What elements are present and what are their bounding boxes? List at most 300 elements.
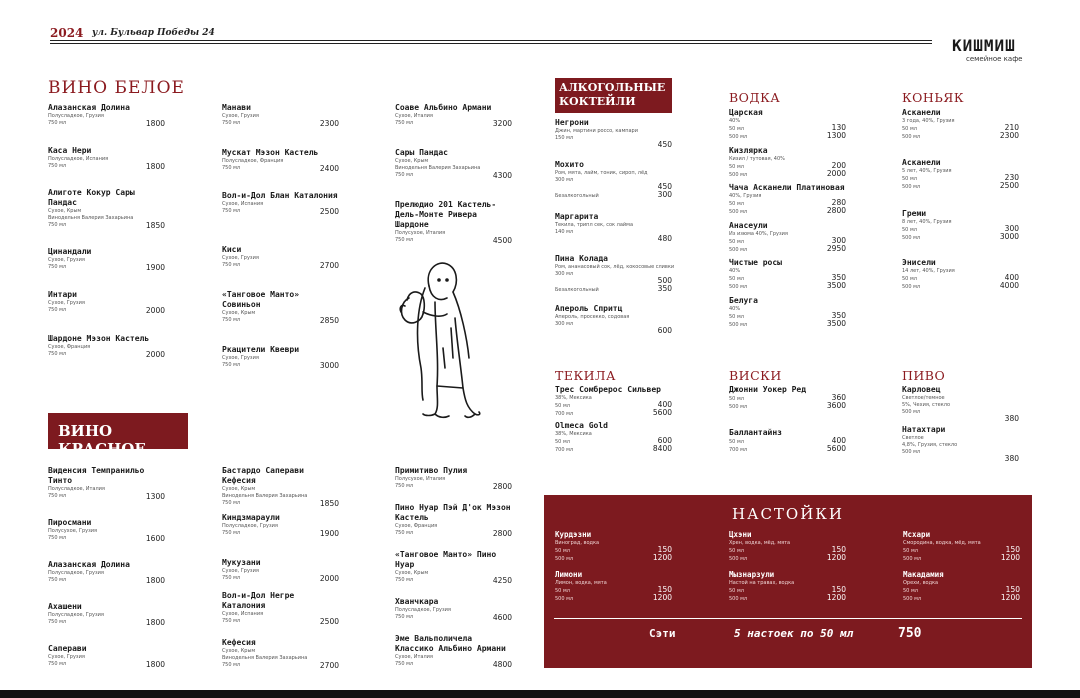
wine-price: 1800 bbox=[145, 162, 165, 171]
wine-description: Полусладкое, Испания bbox=[48, 156, 109, 162]
wine-name: Кефесия bbox=[222, 638, 256, 647]
drink-name: Чистые росы bbox=[729, 258, 782, 267]
drink-price: 400 bbox=[657, 400, 672, 409]
drink-price: 230 bbox=[1004, 173, 1019, 182]
drink-description: 40%, Грузия bbox=[729, 193, 762, 199]
wine-description: 750 мл bbox=[395, 530, 414, 536]
drink-volume: 50 мл bbox=[729, 439, 744, 445]
drink-name: Мохито bbox=[555, 160, 584, 169]
drink-price-row bbox=[555, 192, 672, 200]
set-description: 5 настоек по 50 мл bbox=[734, 627, 854, 640]
wine-name: Алазанская Долина bbox=[48, 560, 130, 569]
drink-name: Пина Колада bbox=[555, 254, 608, 263]
white-wine-title: ВИНО БЕЛОЕ bbox=[48, 78, 185, 98]
wine-item bbox=[395, 200, 512, 244]
drink-volume: 500 мл bbox=[729, 404, 748, 410]
tincture-price: 1200 bbox=[1000, 553, 1020, 562]
wine-name: Вол-и-Дол Негре Каталония bbox=[222, 591, 295, 610]
drink-volume: 500 мл bbox=[902, 235, 921, 241]
wine-item bbox=[395, 597, 512, 621]
drink-volume: 50 мл bbox=[555, 403, 570, 409]
drink-item bbox=[729, 108, 846, 141]
drink-description: 38%, Мексика bbox=[555, 431, 592, 437]
cocktails-title bbox=[555, 78, 672, 113]
wine-item bbox=[222, 638, 339, 669]
wine-description: Полусладкое, Грузия bbox=[395, 607, 451, 613]
wine-price: 1850 bbox=[145, 221, 165, 230]
wine-item bbox=[395, 148, 512, 179]
tincture-price-row bbox=[903, 555, 1020, 563]
wine-description: Полусухое, Грузия bbox=[48, 528, 98, 534]
header-rule bbox=[50, 43, 932, 44]
header-address: ул. Бульвар Победы 24 bbox=[92, 28, 215, 38]
drink-volume: 50 мл bbox=[729, 239, 744, 245]
drink-price-row bbox=[555, 328, 672, 336]
tincture-name: Лимони bbox=[555, 570, 583, 579]
wine-description: 750 мл bbox=[395, 661, 414, 667]
drink-price-row bbox=[555, 278, 672, 286]
drink-volume: 500 мл bbox=[729, 172, 748, 178]
wine-description: 750 мл bbox=[222, 500, 241, 506]
wine-item bbox=[222, 345, 339, 369]
wine-description: Полусухое, Италия bbox=[395, 230, 446, 236]
wine-description: Сухое, Грузия bbox=[222, 568, 259, 574]
tincture-volume: 500 мл bbox=[555, 556, 574, 562]
drink-price-row bbox=[555, 410, 672, 418]
drink-price-row bbox=[902, 234, 1019, 242]
drink-name: Olmeca Gold bbox=[555, 421, 608, 430]
tincture-price: 1200 bbox=[826, 553, 846, 562]
drink-item bbox=[729, 385, 846, 411]
drink-price: 350 bbox=[657, 284, 672, 293]
drink-item bbox=[729, 296, 846, 329]
wine-price: 2700 bbox=[319, 661, 339, 670]
tincture-price: 150 bbox=[831, 545, 846, 554]
wine-item bbox=[48, 188, 165, 229]
drink-description: 300 мл bbox=[555, 271, 574, 277]
drink-volume: Безалкогольный bbox=[555, 193, 599, 199]
drink-price: 2000 bbox=[826, 169, 846, 178]
wine-description: 750 мл bbox=[48, 619, 67, 625]
drink-price-row bbox=[729, 283, 846, 291]
drink-price-row bbox=[729, 133, 846, 141]
drink-volume: 50 мл bbox=[902, 126, 917, 132]
drink-volume: 500 мл bbox=[729, 322, 748, 328]
drink-price-row bbox=[729, 321, 846, 329]
wine-name: «Танговое Манто» Совиньон bbox=[222, 290, 300, 309]
drink-volume: 50 мл bbox=[729, 276, 744, 282]
beer-title: ПИВО bbox=[902, 368, 946, 383]
drink-name: Белуга bbox=[729, 296, 758, 305]
wine-description: 750 мл bbox=[48, 307, 67, 313]
wine-name: Ахашени bbox=[48, 602, 82, 611]
wine-item bbox=[48, 290, 165, 314]
wine-name: Вол-и-Дол Блан Каталония bbox=[222, 191, 338, 200]
wine-description: Сухое, Грузия bbox=[222, 355, 259, 361]
tincture-price: 150 bbox=[1005, 545, 1020, 554]
wine-item bbox=[222, 466, 339, 507]
wine-description: Полусухое, Италия bbox=[395, 476, 446, 482]
drink-description: Светлое bbox=[902, 435, 924, 441]
header-year: 2024 bbox=[50, 26, 84, 40]
drink-item bbox=[555, 160, 672, 200]
drink-item bbox=[902, 258, 1019, 291]
drink-price: 380 bbox=[1004, 414, 1019, 423]
wine-name: Эме Вальполичела Классико Альбино Армани bbox=[395, 634, 506, 653]
drink-price: 2800 bbox=[826, 206, 846, 215]
drink-volume: 700 мл bbox=[555, 447, 574, 453]
wine-item bbox=[222, 558, 339, 582]
drink-price: 450 bbox=[657, 140, 672, 149]
red-wine-title: ВИНО КРАСНОЕ bbox=[48, 413, 188, 449]
wine-description: 750 мл bbox=[48, 493, 67, 499]
wine-item bbox=[48, 466, 165, 500]
drink-volume: 50 мл bbox=[902, 276, 917, 282]
wine-name: Киндзмараули bbox=[222, 513, 280, 522]
wine-name: Виденсия Темпранильо Тинто bbox=[48, 466, 145, 485]
drink-price: 1300 bbox=[826, 131, 846, 140]
tinctures-panel bbox=[544, 495, 1032, 668]
wine-price: 3200 bbox=[492, 119, 512, 128]
wine-description: Сухое, Крым bbox=[222, 648, 256, 654]
drink-price: 400 bbox=[831, 436, 846, 445]
wine-name: Сары Пандас bbox=[395, 148, 448, 157]
drink-price: 380 bbox=[1004, 454, 1019, 463]
drink-price: 600 bbox=[657, 326, 672, 335]
tincture-volume: 50 мл bbox=[555, 548, 570, 554]
drink-item bbox=[902, 385, 1019, 424]
tincture-price: 150 bbox=[1005, 585, 1020, 594]
drink-description: Из изюма 40%, Грузия bbox=[729, 231, 788, 237]
wine-description: Сухое, Италия bbox=[395, 654, 433, 660]
wine-name: Каса Нери bbox=[48, 146, 92, 155]
wine-description: 750 мл bbox=[48, 535, 67, 541]
bottom-bar bbox=[0, 690, 1080, 698]
wine-description: Сухое, Крым bbox=[395, 570, 429, 576]
drink-description: 3 года, 40%, Грузия bbox=[902, 118, 955, 124]
wine-price: 4300 bbox=[492, 171, 512, 180]
wine-description: Сухое, Крым bbox=[48, 208, 82, 214]
wine-description: 750 мл bbox=[222, 618, 241, 624]
tincture-name: Мызнарзули bbox=[729, 570, 775, 579]
logo: КИШМИШ bbox=[952, 36, 1016, 55]
wine-item bbox=[222, 290, 339, 324]
drink-description: 5%, Чехия, стекло bbox=[902, 402, 951, 408]
wine-description: Сухое, Крым bbox=[222, 310, 256, 316]
wine-price: 4500 bbox=[492, 236, 512, 245]
wine-description: Сухое, Франция bbox=[48, 344, 91, 350]
tincture-description: Настой на травах, водка bbox=[729, 580, 795, 586]
drink-item bbox=[555, 212, 672, 244]
tincture-volume: 500 мл bbox=[729, 596, 748, 602]
tincture-item bbox=[903, 570, 1020, 603]
cocktails-title-line: КОКТЕЙЛИ bbox=[559, 95, 636, 108]
drink-name: Апероль Спритц bbox=[555, 304, 623, 313]
drink-price-row bbox=[902, 416, 1019, 424]
wine-price: 2000 bbox=[145, 306, 165, 315]
tincture-volume: 500 мл bbox=[903, 556, 922, 562]
tincture-price: 1200 bbox=[652, 553, 672, 562]
wine-price: 2300 bbox=[319, 119, 339, 128]
wine-description: 750 мл bbox=[395, 577, 414, 583]
drink-description: 40% bbox=[729, 118, 741, 124]
wine-price: 1900 bbox=[145, 263, 165, 272]
wine-price: 1800 bbox=[145, 119, 165, 128]
drink-volume: 500 мл bbox=[729, 247, 748, 253]
wine-description: 750 мл bbox=[222, 165, 241, 171]
drink-price: 360 bbox=[831, 393, 846, 402]
drink-description: 40% bbox=[729, 268, 741, 274]
drink-item bbox=[555, 304, 672, 336]
drink-price: 210 bbox=[1004, 123, 1019, 132]
drink-description: Апероль, просекко, содовая bbox=[555, 314, 630, 320]
wine-description: 750 мл bbox=[222, 575, 241, 581]
tincture-volume: 50 мл bbox=[903, 588, 918, 594]
wine-item bbox=[48, 334, 165, 358]
wine-price: 4600 bbox=[492, 613, 512, 622]
tincture-price: 1200 bbox=[1000, 593, 1020, 602]
wine-description: Полусладкое, Грузия bbox=[48, 570, 104, 576]
set-price: 750 bbox=[898, 626, 922, 641]
tincture-item bbox=[729, 530, 846, 563]
wine-name: Цинандали bbox=[48, 247, 92, 256]
drink-price: 2950 bbox=[826, 244, 846, 253]
wine-item bbox=[48, 602, 165, 626]
drink-volume: 500 мл bbox=[902, 284, 921, 290]
wine-name: Киси bbox=[222, 245, 242, 254]
drink-volume: 50 мл bbox=[902, 176, 917, 182]
wine-name: Пино Нуар Пэй Д'ок Мэзон Кастель bbox=[395, 503, 511, 522]
drink-price-row bbox=[729, 171, 846, 179]
wine-description: 750 мл bbox=[222, 362, 241, 368]
wine-price: 2500 bbox=[319, 617, 339, 626]
tincture-item bbox=[729, 570, 846, 603]
wine-price: 1800 bbox=[145, 618, 165, 627]
tincture-price-row bbox=[903, 595, 1020, 603]
drink-volume: Безалкогольный bbox=[555, 287, 599, 293]
wine-item bbox=[222, 591, 339, 625]
wine-description: 750 мл bbox=[48, 351, 67, 357]
wine-item bbox=[222, 148, 339, 172]
wine-name: Пиросмани bbox=[48, 518, 92, 527]
wine-price: 2500 bbox=[319, 207, 339, 216]
wine-description: 750 мл bbox=[48, 163, 67, 169]
wine-price: 2400 bbox=[319, 164, 339, 173]
drink-volume: 50 мл bbox=[729, 396, 744, 402]
drink-price: 4000 bbox=[999, 281, 1019, 290]
tincture-description: Виноград, водка bbox=[555, 540, 600, 546]
tincture-item bbox=[555, 570, 672, 603]
wine-name: Прелюдио 201 Кастель-Дель-Монте Ривера Шардоне bbox=[395, 200, 497, 229]
wine-description: 750 мл bbox=[222, 317, 241, 323]
wine-description: 750 мл bbox=[48, 264, 67, 270]
drink-price: 400 bbox=[1004, 273, 1019, 282]
wine-name: Алиготе Кокур Сары Пандас bbox=[48, 188, 135, 207]
drink-price: 450 bbox=[657, 182, 672, 191]
drink-price: 300 bbox=[831, 236, 846, 245]
wine-description: Сухое, Италия bbox=[395, 113, 433, 119]
wine-description: 750 мл bbox=[395, 120, 414, 126]
wine-price: 1600 bbox=[145, 534, 165, 543]
header-rule bbox=[50, 40, 932, 41]
wine-name: Примитиво Пулия bbox=[395, 466, 468, 475]
wine-price: 2700 bbox=[319, 261, 339, 270]
wine-item bbox=[48, 247, 165, 271]
wine-description: 750 мл bbox=[222, 262, 241, 268]
tincture-price: 1200 bbox=[652, 593, 672, 602]
drink-volume: 50 мл bbox=[729, 164, 744, 170]
set-name: Сэти bbox=[649, 627, 676, 640]
tinctures-divider bbox=[554, 618, 1022, 619]
wine-price: 4800 bbox=[492, 660, 512, 669]
drink-description: Джин, мартини россо, кампари bbox=[555, 128, 638, 134]
drink-price: 3000 bbox=[999, 232, 1019, 241]
wine-name: Хванчкара bbox=[395, 597, 439, 606]
drink-price-row bbox=[729, 446, 846, 454]
drink-name: Кизлярка bbox=[729, 146, 768, 155]
tincture-price-row bbox=[555, 595, 672, 603]
drink-description: 8 лет, 40%, Грузия bbox=[902, 219, 952, 225]
drink-price: 3600 bbox=[826, 401, 846, 410]
cognac-title: КОНЬЯК bbox=[902, 90, 965, 105]
drink-description: 500 мл bbox=[902, 409, 921, 415]
wine-description: 750 мл bbox=[222, 120, 241, 126]
drink-volume: 50 мл bbox=[729, 201, 744, 207]
wine-name: Мукузани bbox=[222, 558, 261, 567]
drink-price: 3500 bbox=[826, 281, 846, 290]
wine-item bbox=[48, 103, 165, 127]
drink-name: Джонни Уокер Ред bbox=[729, 385, 807, 394]
drink-price: 480 bbox=[657, 234, 672, 243]
drink-item bbox=[555, 421, 672, 454]
drink-description: Ром, ананасовый сок, лёд, кокосовые сливки bbox=[555, 264, 675, 270]
tincture-price: 150 bbox=[657, 585, 672, 594]
drink-price-row bbox=[729, 403, 846, 411]
drink-volume: 50 мл bbox=[555, 439, 570, 445]
tincture-volume: 500 мл bbox=[903, 596, 922, 602]
drink-item bbox=[729, 183, 846, 216]
tincture-price-row bbox=[729, 595, 846, 603]
tincture-price: 150 bbox=[831, 585, 846, 594]
drink-item bbox=[555, 385, 672, 418]
tincture-item bbox=[555, 530, 672, 563]
drink-price: 500 bbox=[657, 276, 672, 285]
wine-description: Полусладкое, Италия bbox=[48, 486, 105, 492]
drink-price-row bbox=[902, 456, 1019, 464]
wine-price: 4250 bbox=[492, 576, 512, 585]
wine-price: 1800 bbox=[145, 660, 165, 669]
wine-description: Сухое, Франция bbox=[395, 523, 438, 529]
wine-description: 750 мл bbox=[48, 120, 67, 126]
drink-item bbox=[555, 254, 675, 294]
drink-name: Греми bbox=[902, 209, 927, 218]
wine-price: 1300 bbox=[145, 492, 165, 501]
wine-description: 750 мл bbox=[48, 577, 67, 583]
wine-description: Сухое, Грузия bbox=[222, 255, 259, 261]
drink-description: 4,8%, Грузия, стекло bbox=[902, 442, 958, 448]
wine-description: Сухое, Крым bbox=[395, 158, 429, 164]
drink-price: 130 bbox=[831, 123, 846, 132]
wine-price: 2800 bbox=[492, 482, 512, 491]
drink-name: Чача Асканели Платиновая bbox=[729, 183, 845, 192]
drink-price: 300 bbox=[657, 190, 672, 199]
wine-description: Сухое, Крым bbox=[222, 486, 256, 492]
wine-description: Сухое, Грузия bbox=[48, 300, 85, 306]
drink-description: 38%, Мексика bbox=[555, 395, 592, 401]
wine-price: 2850 bbox=[319, 316, 339, 325]
tincture-volume: 500 мл bbox=[555, 596, 574, 602]
tincture-volume: 50 мл bbox=[729, 588, 744, 594]
drink-item bbox=[555, 118, 672, 150]
wine-item bbox=[222, 191, 339, 215]
wine-price: 1900 bbox=[319, 529, 339, 538]
drink-item bbox=[902, 209, 1019, 242]
wine-name: Ркацители Квеври bbox=[222, 345, 300, 354]
wine-price: 2000 bbox=[319, 574, 339, 583]
drink-price: 2300 bbox=[999, 131, 1019, 140]
drink-description: 5 лет, 40%, Грузия bbox=[902, 168, 952, 174]
drink-volume: 500 мл bbox=[902, 134, 921, 140]
drink-price-row bbox=[555, 142, 672, 150]
wine-name: Интари bbox=[48, 290, 77, 299]
tinctures-title: НАСТОЙКИ bbox=[732, 505, 844, 523]
tincture-name: Курдэзни bbox=[555, 530, 592, 539]
drink-name: Энисели bbox=[902, 258, 936, 267]
logo-subtitle: семейное кафе bbox=[966, 55, 1023, 63]
tincture-name: Цхэни bbox=[729, 530, 752, 539]
wine-item bbox=[48, 644, 165, 668]
wine-description: Винодельня Валерия Захарьина bbox=[222, 493, 308, 499]
drink-name: Асканели bbox=[902, 158, 941, 167]
wine-item bbox=[395, 103, 512, 127]
drink-name: Баллантайнз bbox=[729, 428, 782, 437]
wine-item bbox=[48, 560, 165, 584]
wine-name: Шардоне Мэзон Кастель bbox=[48, 334, 150, 343]
drink-price: 2500 bbox=[999, 181, 1019, 190]
drink-description: 300 мл bbox=[555, 177, 574, 183]
tincture-item bbox=[903, 530, 1020, 563]
wine-description: Винодельня Валерия Захарьина bbox=[395, 165, 481, 171]
whisky-title: ВИСКИ bbox=[729, 368, 782, 383]
wine-description: 750 мл bbox=[48, 661, 67, 667]
tincture-price: 1200 bbox=[826, 593, 846, 602]
tincture-price: 150 bbox=[657, 545, 672, 554]
wine-item bbox=[222, 103, 339, 127]
drink-item bbox=[729, 146, 846, 179]
drink-description: 14 лет, 40%, Грузия bbox=[902, 268, 955, 274]
drink-volume: 700 мл bbox=[729, 447, 748, 453]
wine-name: Мускат Мэзон Кастель bbox=[222, 148, 319, 157]
wine-description: Сухое, Грузия bbox=[48, 257, 85, 263]
wine-description: Сухое, Грузия bbox=[222, 113, 259, 119]
tincture-name: Мсхари bbox=[903, 530, 931, 539]
tincture-description: Хрен, водка, мёд, мята bbox=[729, 540, 791, 546]
wine-name: Саперави bbox=[48, 644, 87, 653]
drink-volume: 50 мл bbox=[902, 227, 917, 233]
drink-price-row bbox=[902, 183, 1019, 191]
drink-name: Асканели bbox=[902, 108, 941, 117]
drink-price: 5600 bbox=[826, 444, 846, 453]
wine-item bbox=[48, 146, 165, 170]
wine-description: 750 мл bbox=[395, 614, 414, 620]
drink-price-row bbox=[555, 184, 672, 192]
wine-description: Полусладкое, Грузия bbox=[48, 612, 104, 618]
wine-description: 750 мл bbox=[395, 172, 414, 178]
wine-price: 2800 bbox=[492, 529, 512, 538]
tincture-description: Лимон, водка, мята bbox=[555, 580, 607, 586]
tincture-description: Смородина, водка, мёд, мята bbox=[903, 540, 981, 546]
drink-price-row bbox=[902, 133, 1019, 141]
